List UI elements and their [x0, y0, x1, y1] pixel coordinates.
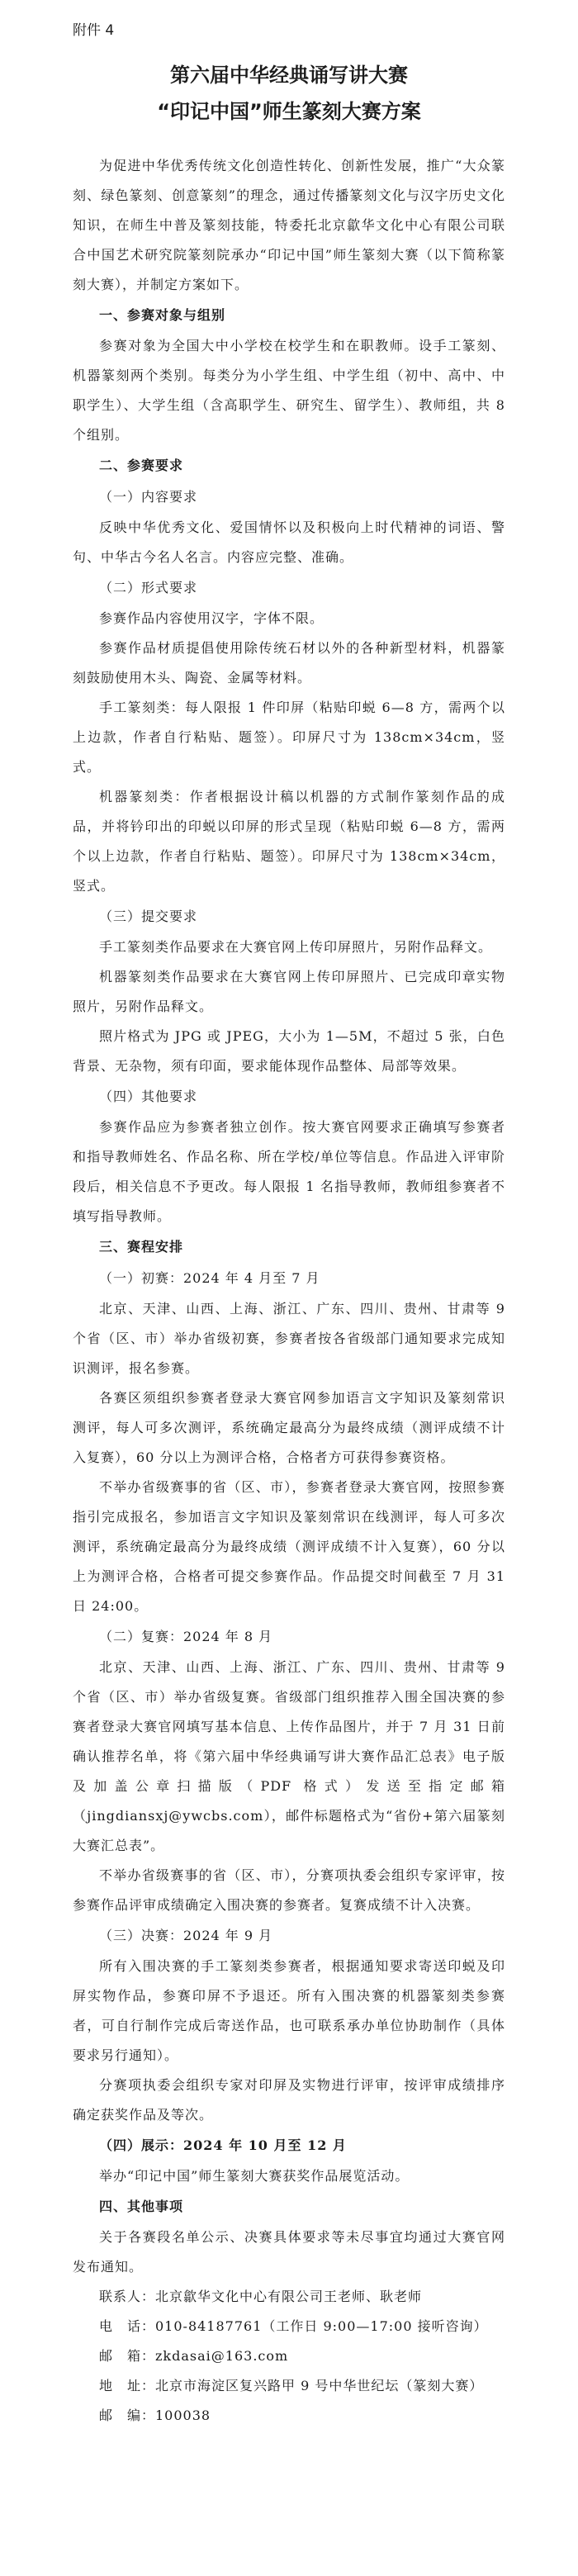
stage-3-p1: 所有入围决赛的手工篆刻类参赛者，根据通知要求寄送印蜕及印屏实物作品，参赛印屏不予退还。所有入围决赛的机器篆刻类参赛者，可自行制作完成后寄送作品，也可联系承办单位协助制作（具体要求另行通知）。 [73, 1958, 505, 2063]
stage-4-p1: 举办“印记中国”师生篆刻大赛获奖作品展览活动。 [99, 2168, 410, 2184]
stage-3-p2: 分赛项执委会组织专家对印屏及实物进行评审，按评审成绩排序确定获奖作品及等次。 [73, 2077, 505, 2123]
section-4-p1: 关于各赛段名单公示、决赛具体要求等未尽事宜均通过大赛官网发布通知。 [73, 2229, 505, 2275]
section-2-2-p3: 手工篆刻类：每人限报 1 件印屏（粘贴印蜕 6—8 方，需两个以上边款，作者自行粘贴、题签）。印屏尺寸为 138cm×34cm，竖式。 [73, 700, 505, 775]
stage-2-p1: 北京、天津、山西、上海、浙江、广东、四川、贵州、甘肃等 9 个省（区、市）举办省级复赛。省级部门组织推荐入围全国决赛的参赛者登录大赛官网填写基本信息、上传作品图片，并于 7 月 31 日前确认推荐名单，将《第六届中华经典诵写讲大赛作品汇总表》电子版及加盖公章扫描版（PDF 格式）发送至指定邮箱（jingdiansxj@ywcbs.com），邮件标题格式为“省份+第六届篆刻大赛汇总表”。 [73, 1659, 505, 1853]
section-4-heading: 四、其他事项 [99, 2199, 184, 2214]
section-3-heading: 三、赛程安排 [99, 1239, 184, 1255]
contact-block [73, 2282, 505, 2431]
contact-phone: 电 话：010-84187761（工作日 9:00—17:00 接听咨询） [99, 2318, 488, 2334]
section-2-1-text: 反映中华优秀文化、爱国情怀以及积极向上时代精神的词语、警句、中华古今名人名言。内容应完整、准确。 [73, 519, 505, 565]
title-line-1: 第六届中华经典诵写讲大赛 [170, 64, 408, 87]
stage-2-p2: 不举办省级赛事的省（区、市），分赛项执委会组织专家评审，按参赛作品评审成绩确定入围决赛的参赛者。复赛成绩不计入决赛。 [73, 1867, 505, 1913]
section-2-2-p1: 参赛作品内容使用汉字，字体不限。 [99, 610, 325, 626]
stage-3-heading: （三）决赛：2024 年 9 月 [99, 1928, 273, 1943]
section-2-4-text: 参赛作品应为参赛者独立创作。按大赛官网要求正确填写参赛者和指导教师姓名、作品名称、所在学校/单位等信息。作品进入评审阶段后，相关信息不予更改。每人限报 1 名指导教师，教师组参赛者不填写指导教师。 [73, 1119, 505, 1224]
stage-1-heading: （一）初赛：2024 年 4 月至 7 月 [99, 1270, 320, 1286]
document-title [73, 57, 505, 130]
section-2-3-p1: 手工篆刻类作品要求在大赛官网上传印屏照片，另附作品释文。 [99, 939, 493, 955]
section-1-text: 参赛对象为全国大中小学校在校学生和在职教师。设手工篆刻、机器篆刻两个类别。每类分为小学生组、中学生组（初中、高中、中职学生）、大学生组（含高职学生、研究生、留学生）、教师组，共 8 个组别。 [73, 338, 505, 443]
title-line-2: “印记中国”师生篆刻大赛方案 [157, 100, 421, 123]
contact-address: 地 址：北京市海淀区复兴路甲 9 号中华世纪坛（篆刻大赛） [99, 2378, 484, 2393]
page-bottom-space [73, 2431, 505, 2480]
stage-1-p3: 不举办省级赛事的省（区、市），参赛者登录大赛官网，按照参赛指引完成报名，参加语言文字知识及篆刻常识在线测评，每人可多次测评，系统确定最高分为最终成绩（测评成绩不计入复赛），60 分以上为测评合格，合格者可提交参赛作品。作品提交时间截至 7 月 31 日 24:00。 [73, 1479, 505, 1614]
annex-label: 附件 4 [73, 22, 115, 39]
section-2-2-p2: 参赛作品材质提倡使用除传统石材以外的各种新型材料，机器篆刻鼓励使用木头、陶瓷、金属等材料。 [73, 640, 505, 686]
section-2-heading: 二、参赛要求 [99, 458, 184, 473]
section-2-3-p2: 机器篆刻类作品要求在大赛官网上传印屏照片、已完成印章实物照片，另附作品释文。 [73, 969, 505, 1014]
section-2-1-heading: （一）内容要求 [99, 489, 198, 505]
contact-email: 邮 箱：zkdasai@163.com [99, 2348, 289, 2364]
intro-paragraph: 为促进中华优秀传统文化创造性转化、创新性发展，推广“大众篆刻、绿色篆刻、创意篆刻”的理念，通过传播篆刻文化与汉字历史文化知识，在师生中普及篆刻技能，特委托北京歙华文化中心有限公司联合中国艺术研究院篆刻院承办“印记中国”师生篆刻大赛（以下简称篆刻大赛），并制定方案如下。 [73, 158, 505, 292]
stage-2-heading: （二）复赛：2024 年 8 月 [99, 1629, 273, 1644]
stage-4-heading: （四）展示：2024 年 10 月至 12 月 [99, 2137, 347, 2153]
section-2-2-heading: （二）形式要求 [99, 580, 198, 595]
contact-person: 联系人：北京歙华文化中心有限公司王老师、耿老师 [99, 2289, 423, 2304]
contact-postcode: 邮 编：100038 [99, 2408, 211, 2423]
section-1-heading: 一、参赛对象与组别 [99, 307, 226, 323]
section-2-3-p3: 照片格式为 JPG 或 JPEG，大小为 1—5M，不超过 5 张，白色背景、无杂物，须有印面，要求能体现作品整体、局部等效果。 [73, 1028, 505, 1074]
section-2-4-heading: （四）其他要求 [99, 1089, 198, 1104]
section-2-2-p4: 机器篆刻类：作者根据设计稿以机器的方式制作篆刻作品的成品，并将钤印出的印蜕以印屏的形式呈现（粘贴印蜕 6—8 方，需两个以上边款，作者自行粘贴、题签）。印屏尺寸为 138cm×34cm，竖式。 [73, 789, 505, 894]
stage-1-p2: 各赛区须组织参赛者登录大赛官网参加语言文字知识及篆刻常识测评，每人可多次测评，系统确定最高分为最终成绩（测评成绩不计入复赛），60 分以上为测评合格，合格者方可获得参赛资格。 [73, 1390, 505, 1465]
section-2-3-heading: （三）提交要求 [99, 908, 198, 924]
stage-1-p1: 北京、天津、山西、上海、浙江、广东、四川、贵州、甘肃等 9 个省（区、市）举办省级初赛，参赛者按各省级部门通知要求完成知识测评，报名参赛。 [73, 1301, 505, 1376]
